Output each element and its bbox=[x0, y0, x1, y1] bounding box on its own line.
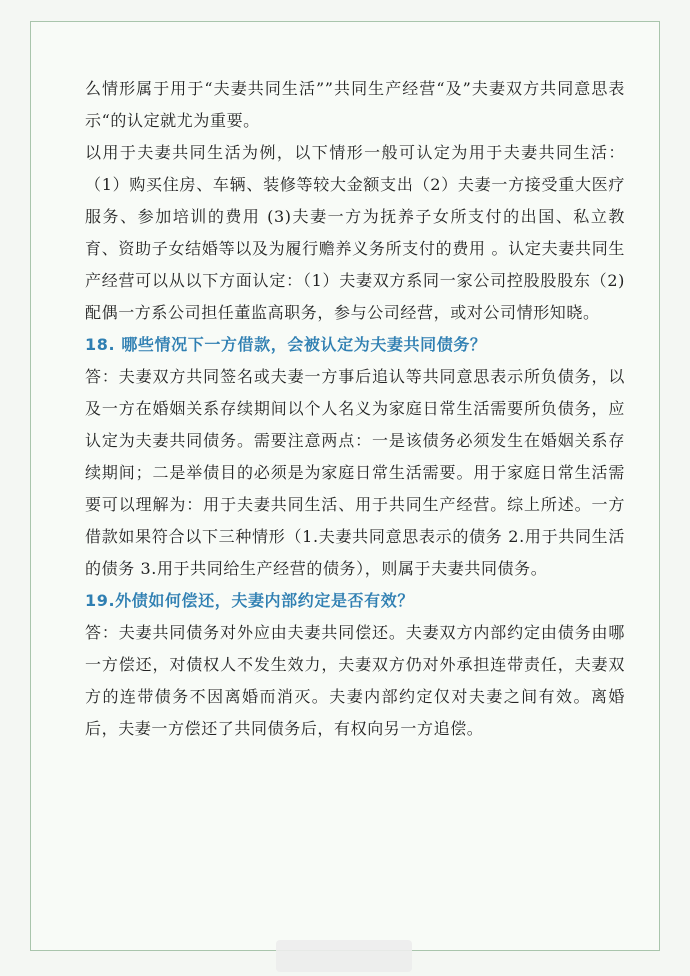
heading-question-18: 18. 哪些情况下一方借款，会被认定为夫妻共同债务？ bbox=[85, 335, 487, 354]
paragraph-living-examples: 以用于夫妻共同生活为例，以下情形一般可认定为用于夫妻共同生活：（1）购买住房、车辆、装修等较大金额支出（2）夫妻一方接受重大医疗服务、参加培训的费用 (3)夫妻一方为抚养子女所支付的出国、私立教育、资助子女结婚等以及为履行赡养义务所支付的费用 。认定夫妻共同生产经营可以从以下方面认定：（1）夫妻双方系同一家公司控股股股东（2)配偶一方系公司担任董监高职务，参与公司经营，或对公司情形知晓。 bbox=[85, 143, 625, 322]
document-body bbox=[85, 73, 625, 745]
paragraph-intro: 么情形属于用于“夫妻共同生活””共同生产经营“及”夫妻双方共同意思表示“的认定就尤为重要。 bbox=[85, 79, 625, 130]
watermark-blur bbox=[276, 940, 412, 972]
heading-question-19: 19.外债如何偿还，夫妻内部约定是否有效？ bbox=[85, 591, 414, 610]
paragraph-answer-19: 答：夫妻共同债务对外应由夫妻共同偿还。夫妻双方内部约定由债务由哪一方偿还，对债权人不发生效力，夫妻双方仍对外承担连带责任，夫妻双方的连带债务不因离婚而消灭。夫妻内部约定仅对夫妻之间有效。离婚后，夫妻一方偿还了共同债务后，有权向另一方追偿。 bbox=[85, 623, 625, 738]
paragraph-answer-18: 答：夫妻双方共同签名或夫妻一方事后追认等共同意思表示所负债务，以及一方在婚姻关系存续期间以个人名义为家庭日常生活需要所负债务，应认定为夫妻共同债务。需要注意两点：一是该债务必须发生在婚姻关系存续期间；二是举债目的必须是为家庭日常生活需要。用于家庭日常生活需要可以理解为：用于夫妻共同生活、用于共同生产经营。综上所述。一方借款如果符合以下三种情形（1.夫妻共同意思表示的债务 2.用于共同生活的债务 3.用于共同给生产经营的债务），则属于夫妻共同债务。 bbox=[85, 367, 625, 578]
